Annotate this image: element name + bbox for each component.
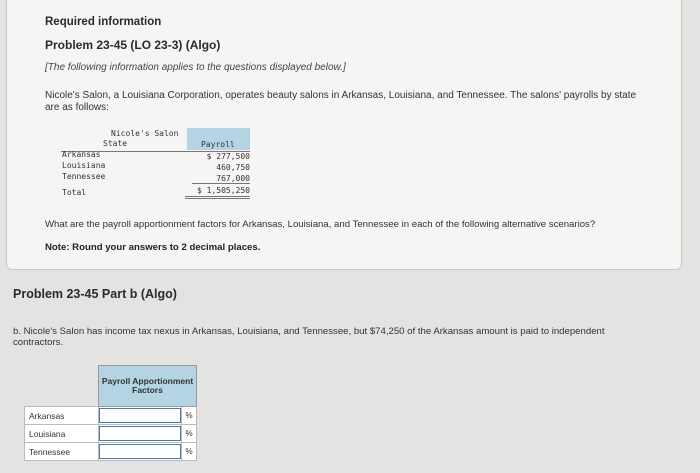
state-row-label: Tennessee: [62, 172, 106, 181]
problem-title: Problem 23-45 (LO 23-3) (Algo): [45, 38, 221, 52]
state-row-label: Arkansas: [62, 150, 101, 159]
arkansas-factor-input[interactable]: [99, 408, 181, 423]
salon-table-title: Nicole's Salon: [111, 129, 179, 138]
total-divider: [192, 183, 250, 184]
question-text: What are the payroll apportionment factors for Arkansas, Louisiana, and Tennessee in each of the following alternative scenarios?: [45, 219, 596, 230]
louisiana-factor-input[interactable]: [99, 426, 181, 441]
empty-corner: [25, 366, 99, 407]
payroll-row-value: $ 277,500: [206, 152, 250, 161]
table-row: [25, 443, 197, 461]
part-b-title: Problem 23-45 Part b (Algo): [13, 287, 177, 301]
payroll-row-value: 460,750: [216, 163, 250, 172]
percent-unit: %: [182, 407, 197, 425]
info-note: [The following information applies to the questions displayed below.]: [45, 62, 346, 73]
part-b-text: b. Nicole's Salon has income tax nexus in Arkansas, Louisiana, and Tennessee, but $74,250 of the Arkansas amount is paid to independent contractors.: [13, 326, 605, 348]
total-label: Total: [62, 188, 87, 197]
state-label: Louisiana: [25, 425, 99, 443]
louisiana-factor-cell: [99, 425, 182, 443]
arkansas-factor-cell: [99, 407, 182, 425]
payroll-row-value: 767,000: [216, 174, 250, 183]
state-column-header: State: [103, 139, 128, 148]
state-row-label: Louisiana: [62, 161, 106, 170]
table-row: [25, 425, 197, 443]
percent-unit: %: [182, 425, 197, 443]
state-label: Arkansas: [25, 407, 99, 425]
apportionment-header: Payroll Apportionment Factors: [99, 366, 197, 407]
table-row: [25, 407, 197, 425]
total-double-underline: [185, 196, 250, 199]
rounding-note: Note: Round your answers to 2 decimal places.: [45, 242, 261, 253]
required-info-heading: Required information: [45, 16, 162, 28]
total-value: $ 1,505,250: [197, 186, 250, 195]
tennessee-factor-input[interactable]: [99, 444, 181, 459]
intro-text: Nicole's Salon, a Louisiana Corporation, operates beauty salons in Arkansas, Louisiana, and Tennessee. The salons' payrolls by state are as follows:: [45, 90, 637, 113]
required-info-card: [6, 0, 682, 270]
tennessee-factor-cell: [99, 443, 182, 461]
apportionment-table: [24, 365, 197, 461]
percent-unit: %: [182, 443, 197, 461]
payroll-column-header: Payroll: [201, 140, 235, 149]
state-label: Tennessee: [25, 443, 99, 461]
